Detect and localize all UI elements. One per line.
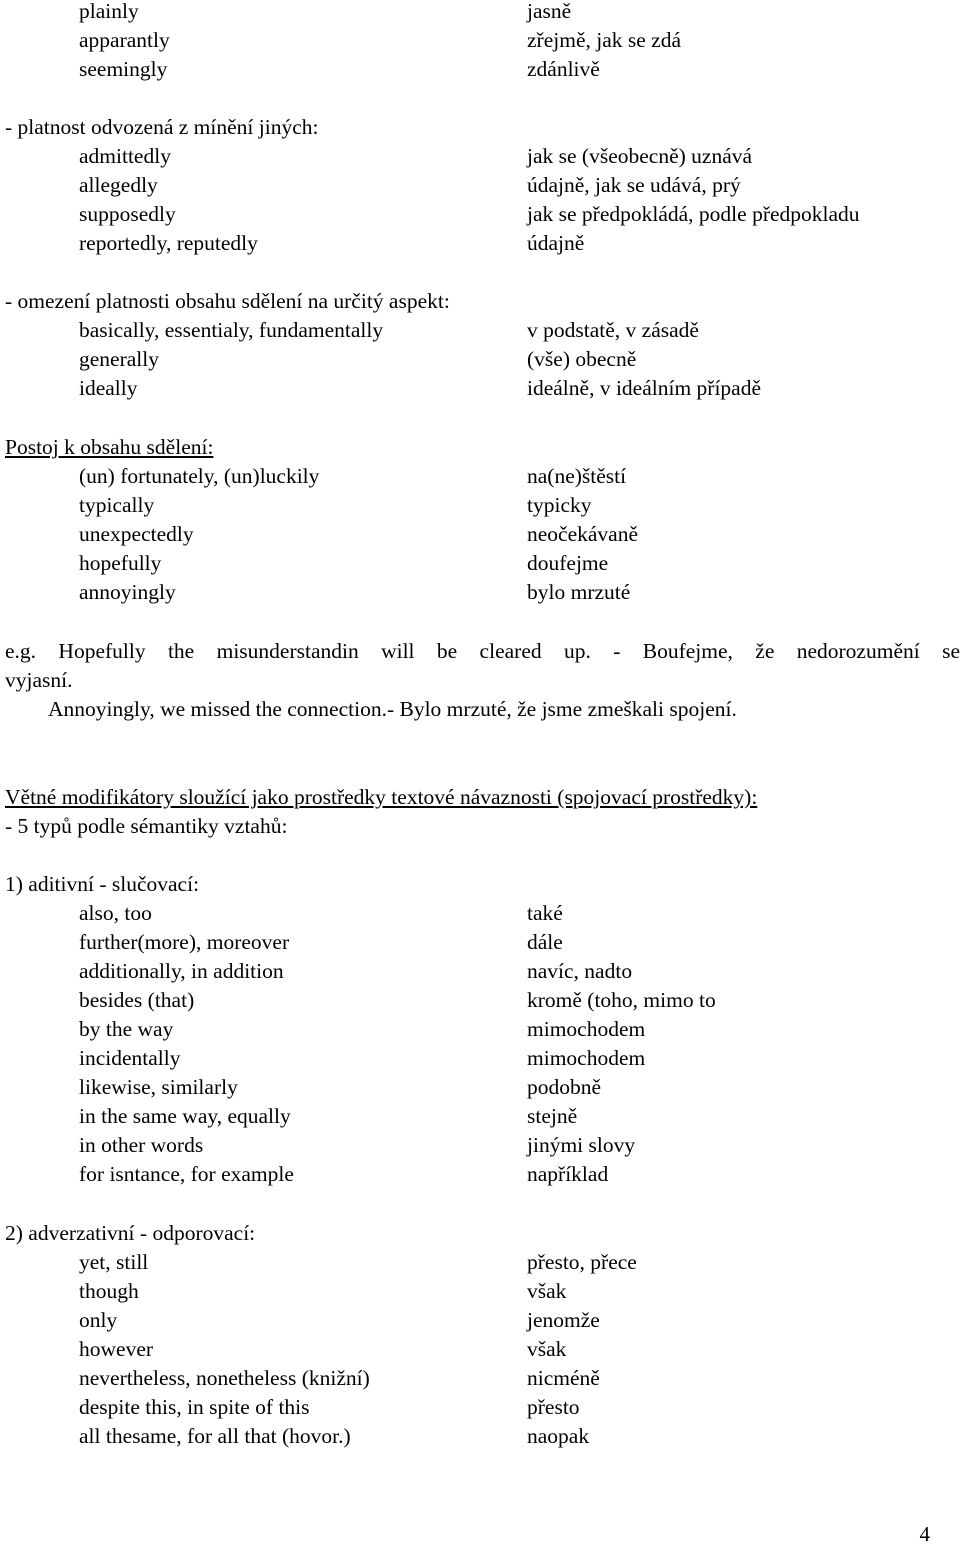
term-en: (un) fortunately, (un)luckily <box>79 464 320 488</box>
term-en: allegedly <box>79 173 158 197</box>
term-cs: mimochodem <box>527 1017 646 1041</box>
section-heading-attitude: Postoj k obsahu sdělení: <box>5 435 214 459</box>
term-cs: ideálně, v ideálním případě <box>527 376 762 400</box>
term-cs: podobně <box>527 1075 602 1099</box>
term-cs: v podstatě, v zásadě <box>527 318 699 342</box>
term-en: nevertheless, nonetheless (knižní) <box>79 1366 370 1390</box>
term-en: reportedly, reputedly <box>79 231 258 255</box>
term-cs: přesto <box>527 1395 580 1419</box>
term-en: in other words <box>79 1133 204 1157</box>
term-cs: naopak <box>527 1424 590 1448</box>
term-cs: navíc, nadto <box>527 959 633 983</box>
term-cs: (vše) obecně <box>527 347 637 371</box>
term-en: only <box>79 1308 118 1332</box>
term-en: in the same way, equally <box>79 1104 291 1128</box>
page-number: 4 <box>919 1522 930 1546</box>
term-cs: například <box>527 1162 609 1186</box>
section-heading-limitation: - omezení platnosti obsahu sdělení na určitý aspekt: <box>5 289 450 313</box>
term-cs: jinými slovy <box>527 1133 636 1157</box>
term-en: ideally <box>79 376 138 400</box>
term-en: seemingly <box>79 57 168 81</box>
term-cs: zřejmě, jak se zdá <box>527 28 681 52</box>
term-cs: mimochodem <box>527 1046 646 1070</box>
term-cs: jasně <box>527 0 572 23</box>
term-en: annoyingly <box>79 580 176 604</box>
term-en: incidentally <box>79 1046 181 1070</box>
term-cs: zdánlivě <box>527 57 600 81</box>
term-cs: jak se (všeobecně) uznává <box>527 144 753 168</box>
term-en: for isntance, for example <box>79 1162 294 1186</box>
term-en: additionally, in addition <box>79 959 284 983</box>
section-heading-validity: - platnost odvozená z mínění jiných: <box>5 115 319 139</box>
term-cs: však <box>527 1337 567 1361</box>
term-en: further(more), moreover <box>79 930 290 954</box>
term-en: typically <box>79 493 155 517</box>
term-cs: údajně, jak se udává, prý <box>527 173 741 197</box>
example-line: Annoyingly, we missed the connection.- Bylo mrzuté, že jsme zmeškali spojení. <box>48 697 737 721</box>
term-en: basically, essentialy, fundamentally <box>79 318 384 342</box>
term-en: unexpectedly <box>79 522 194 546</box>
term-cs: jak se předpokládá, podle předpokladu <box>527 202 860 226</box>
term-cs: však <box>527 1279 567 1303</box>
group-heading-additive: 1) aditivní - slučovací: <box>5 872 200 896</box>
term-cs: typicky <box>527 493 592 517</box>
section-subheading: - 5 typů podle sémantiky vztahů: <box>5 814 288 838</box>
term-en: all thesame, for all that (hovor.) <box>79 1424 351 1448</box>
term-en: likewise, similarly <box>79 1075 238 1099</box>
term-cs: doufejme <box>527 551 609 575</box>
term-cs: kromě (toho, mimo to <box>527 988 716 1012</box>
term-en: apparantly <box>79 28 170 52</box>
term-cs: dále <box>527 930 563 954</box>
term-cs: jenomže <box>527 1308 600 1332</box>
term-en: admittedly <box>79 144 171 168</box>
term-en: yet, still <box>79 1250 149 1274</box>
term-en: though <box>79 1279 139 1303</box>
term-cs: na(ne)štěstí <box>527 464 627 488</box>
term-cs: údajně <box>527 231 585 255</box>
term-en: hopefully <box>79 551 162 575</box>
section-heading-cohesion: Větné modifikátory sloužící jako prostředky textové návaznosti (spojovací prostředky): <box>5 785 758 809</box>
term-cs: přesto, přece <box>527 1250 637 1274</box>
term-en: generally <box>79 347 159 371</box>
group-heading-adversative: 2) adverzativní - odporovací: <box>5 1221 256 1245</box>
term-cs: neočekávaně <box>527 522 639 546</box>
term-cs: stejně <box>527 1104 578 1128</box>
example-line: e.g. Hopefully the misunderstandin will be cleared up. - Boufejme, že nedorozumění se <box>5 639 960 663</box>
term-cs: nicméně <box>527 1366 600 1390</box>
term-en: plainly <box>79 0 139 23</box>
term-en: besides (that) <box>79 988 195 1012</box>
term-cs: bylo mrzuté <box>527 580 631 604</box>
term-en: also, too <box>79 901 152 925</box>
term-en: however <box>79 1337 154 1361</box>
term-en: by the way <box>79 1017 174 1041</box>
term-en: despite this, in spite of this <box>79 1395 310 1419</box>
term-en: supposedly <box>79 202 176 226</box>
term-cs: také <box>527 901 563 925</box>
example-line: vyjasní. <box>5 668 73 692</box>
